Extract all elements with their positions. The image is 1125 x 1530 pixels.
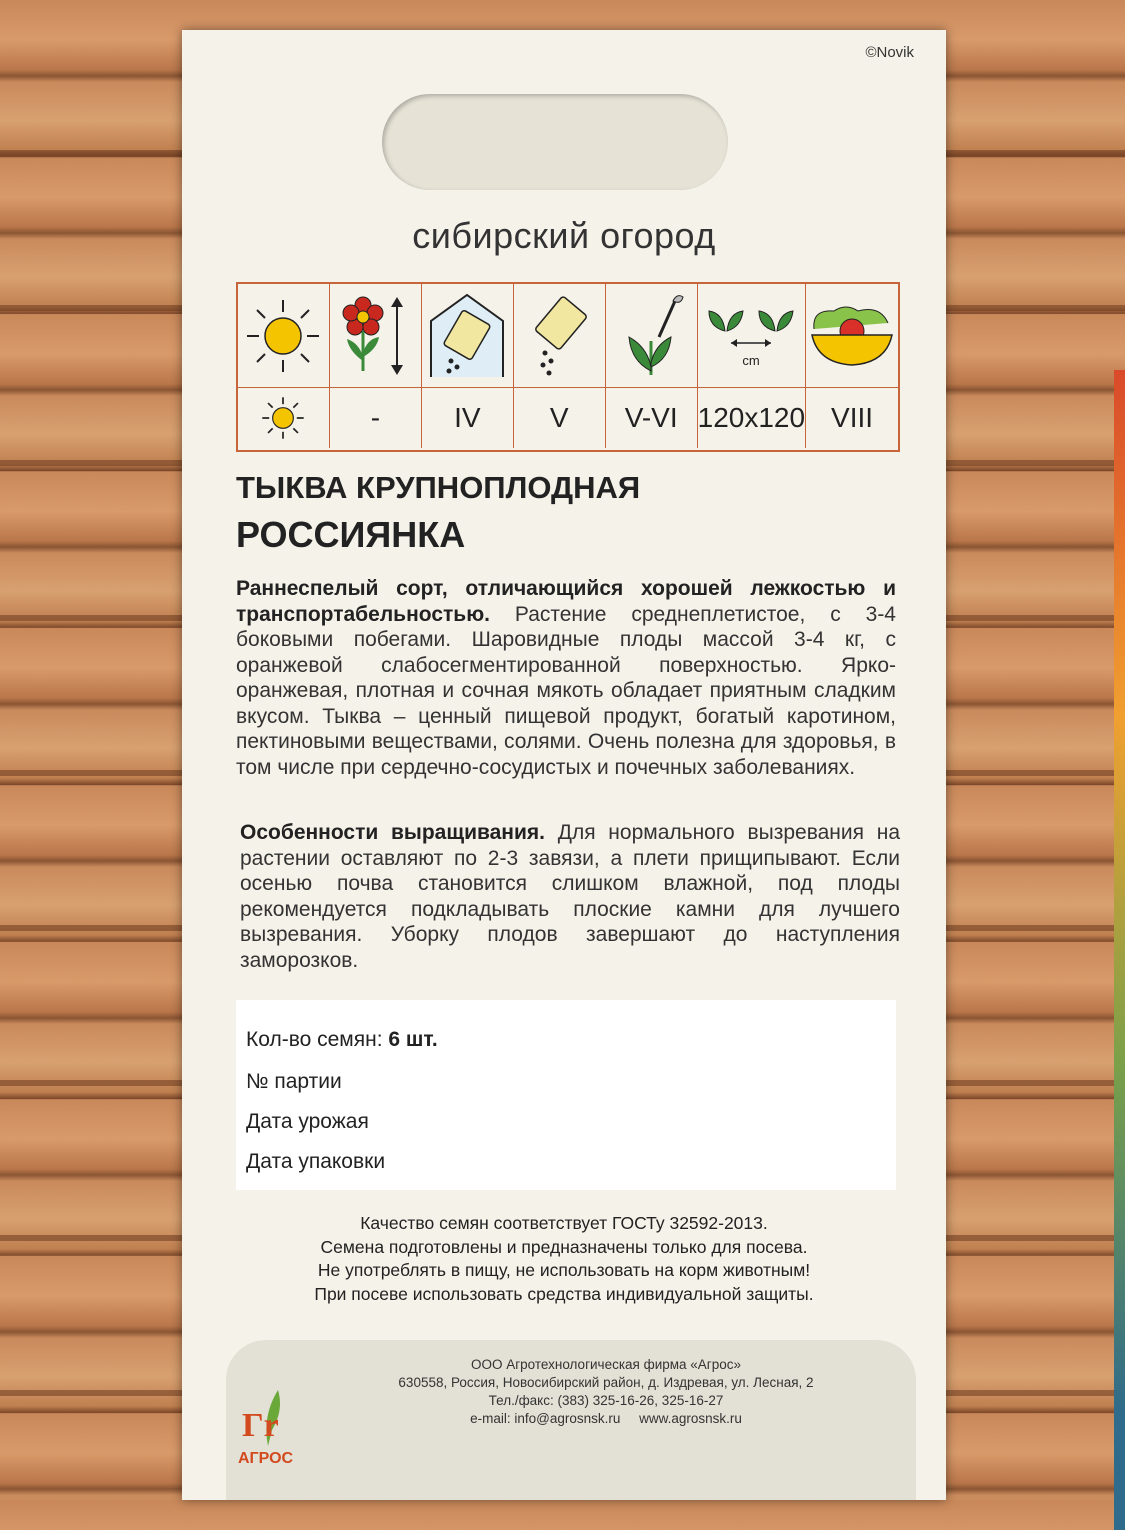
company-address	[326, 1356, 886, 1428]
description-text: Растение среднеплетистое, с 3-4 боковыми побегами. Шаровидные плоды массой 3-4 кг, с оранжевой слабосегментированной поверхностью. Ярко-оранжевая, плотная и сочная мякоть обладает приятным сладким вкусом. Тыква – ценный пищевой продукт, богатый каротином, пектиновыми веществами, солями. Очень полезна для здоровья, в том числе при сердечно-сосудистых и почечных заболеваниях.	[236, 602, 896, 779]
harvest-value: VIII	[831, 402, 874, 433]
product-type: ТЫКВА КРУПНОПЛОДНАЯ	[236, 470, 641, 505]
notice-line: Качество семян соответствует ГОСТу 32592-2013.	[360, 1213, 768, 1233]
description	[236, 576, 896, 780]
spacing-unit: cm	[742, 352, 761, 368]
growing-notes	[240, 820, 900, 973]
seed-count-label: Кол-во семян:	[246, 1028, 383, 1051]
icon-table	[236, 282, 900, 452]
quality-notice	[182, 1212, 946, 1306]
batch-number-label: № партии	[246, 1070, 342, 1093]
brand-name: сибирский огород	[412, 215, 716, 256]
spacing-value: 120x120	[698, 388, 806, 448]
logo-text: АГРОС	[238, 1450, 294, 1467]
hanger-hole	[382, 94, 728, 190]
company-footer	[226, 1340, 916, 1500]
batch-info-box	[236, 1000, 896, 1190]
company-address-line: 630558, Россия, Новосибирский район, д. Издревая, ул. Лесная, 2	[398, 1375, 814, 1390]
light-value	[238, 388, 330, 448]
planting-value: V-VI	[606, 388, 698, 448]
agros-logo	[238, 1380, 298, 1470]
packet-side-stripe	[1114, 370, 1125, 1530]
svg-text:Гr: Гr	[242, 1407, 279, 1444]
harvest-date-label: Дата урожая	[246, 1110, 369, 1133]
pack-date-label: Дата упаковки	[246, 1150, 386, 1173]
growing-text: Для нормального вызревания на растении оставляют по 2-3 завязи, а плети прищипывают. Если осенью почва становится слишком влажной, под плоды рекомендуется подкладывать плоские камни для лучшего вызревания. Уборку плодов завершают до наступления заморозков.	[240, 821, 901, 972]
spacing-icon	[698, 284, 806, 388]
greenhouse-seed-icon	[422, 284, 514, 388]
notice-line: При посеве использовать средства индивидуальной защиты.	[314, 1283, 814, 1304]
seed-packet	[182, 30, 946, 1500]
growing-lead: Особенности выращивания.	[240, 821, 545, 844]
variety-name: РОССИЯНКА	[236, 514, 466, 555]
flower-height-icon	[330, 284, 422, 388]
seedling-trowel-icon	[606, 284, 698, 388]
company-phone: Тел./факс: (383) 325-16-26, 325-16-27	[488, 1393, 724, 1408]
height-value: -	[330, 388, 422, 448]
company-name: ООО Агротехнологическая фирма «Агрос»	[470, 1357, 742, 1372]
harvest-icon	[806, 284, 898, 388]
seed-count-row	[246, 1028, 438, 1052]
description-lead: Раннеспелый сорт, отличающийся хорошей лежкостью и транспортабельностью.	[236, 577, 896, 626]
seed-count-value: 6 шт.	[388, 1028, 438, 1051]
notice-line: Не употреблять в пищу, не использовать на корм животным!	[317, 1260, 811, 1280]
notice-line: Семена подготовлены и предназначены только для посева.	[320, 1236, 808, 1257]
sun-icon	[238, 284, 330, 388]
company-contacts: e-mail: info@agrosnsk.ru www.agrosnsk.ru	[470, 1411, 742, 1426]
open-ground-seed-icon	[514, 284, 606, 388]
open-sowing-value: V	[514, 388, 606, 448]
copyright: ©Novik	[865, 44, 914, 61]
greenhouse-sowing-value: IV	[422, 388, 514, 448]
